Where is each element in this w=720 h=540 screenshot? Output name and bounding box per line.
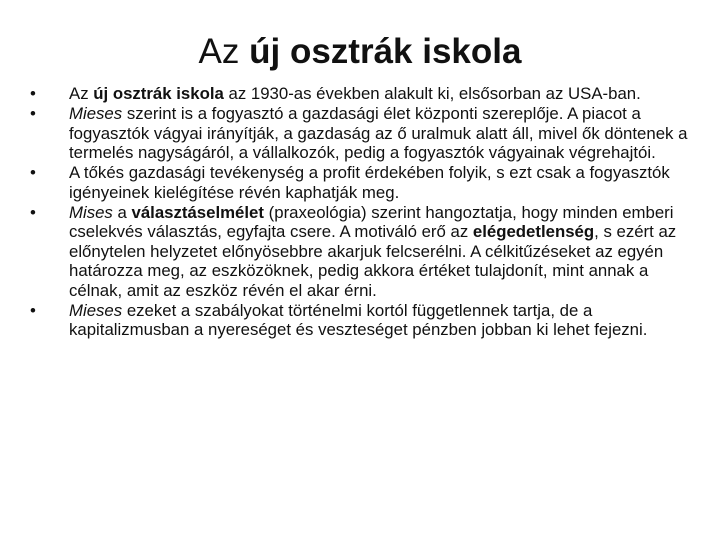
bullet-dot-icon: • (30, 202, 36, 222)
bullet-segment-normal: (praxeológia) szerint hangoztatja, hogy minden emberi cselekvés választás, egyfajta csere. A motiváló erő az (69, 202, 674, 241)
bullet-item (30, 84, 696, 104)
bullet-segment-normal: szerint is a fogyasztó a gazdasági élet központi szereplője. A piacot a fogyasztók vágyai irányítják, a gazdaság az ő uralmuk alatt áll, mivel ők döntenek a termelés nagyságáról, a vállalkozók, pedig a fogyasztók vágyainak végrehajtói. (69, 104, 688, 162)
bullet-dot-icon: • (30, 163, 36, 182)
bullet-segment-normal: Az (69, 84, 94, 103)
bullet-text (69, 163, 670, 202)
bullet-dot-icon: • (30, 104, 36, 123)
bullet-text (69, 104, 687, 162)
bullet-segment-bold: új osztrák iskola (93, 84, 224, 103)
bullet-segment-bold: elégedetlenség (472, 222, 595, 241)
bullet-item (30, 163, 696, 202)
bullet-list (30, 84, 696, 340)
bullet-segment-italic: Mises (69, 202, 113, 222)
bullet-item (30, 203, 696, 301)
bullet-text (69, 203, 676, 300)
bullet-segment-normal: az 1930-as években alakult ki, elsősorban az USA-ban. (223, 84, 641, 103)
bullet-segment-normal: A tőkés gazdasági tevékenység a profit érdekében folyik, s ezt csak a fogyasztók igényeinek kielégítése révén kaphatják meg. (69, 163, 670, 202)
bullet-item (30, 104, 696, 163)
bullet-dot-icon: • (30, 300, 36, 320)
bullet-text (69, 301, 647, 340)
slide-title-bold: új osztrák iskola (249, 32, 522, 71)
bullet-segment-normal: , s ezért az előnytelen helyzetet előnyösebbre akarjuk felcserélni. A célkitűzéseket az egyén határozza meg, az eszközöknek, pedig akkora értéket tulajdonít, mint annak a célnak, amit az eszköz révén el akar érni. (69, 222, 677, 300)
bullet-item (30, 301, 696, 340)
bullet-segment-italic: Mieses (69, 300, 123, 320)
bullet-segment-normal: ezeket a szabályokat történelmi kortól függetlennek tartja, de a kapitalizmusban a nyereséget és veszteséget pénzben jobban ki lehet fejezni. (69, 300, 648, 339)
slide-title-prefix: Az (198, 32, 250, 71)
bullet-segment-normal: a (112, 202, 132, 222)
bullet-segment-italic: Mieses (69, 104, 123, 123)
slide-title (0, 30, 720, 74)
bullet-text (69, 84, 641, 103)
bullet-segment-bold: választáselmélet (131, 202, 264, 222)
bullet-dot-icon: • (30, 84, 36, 103)
